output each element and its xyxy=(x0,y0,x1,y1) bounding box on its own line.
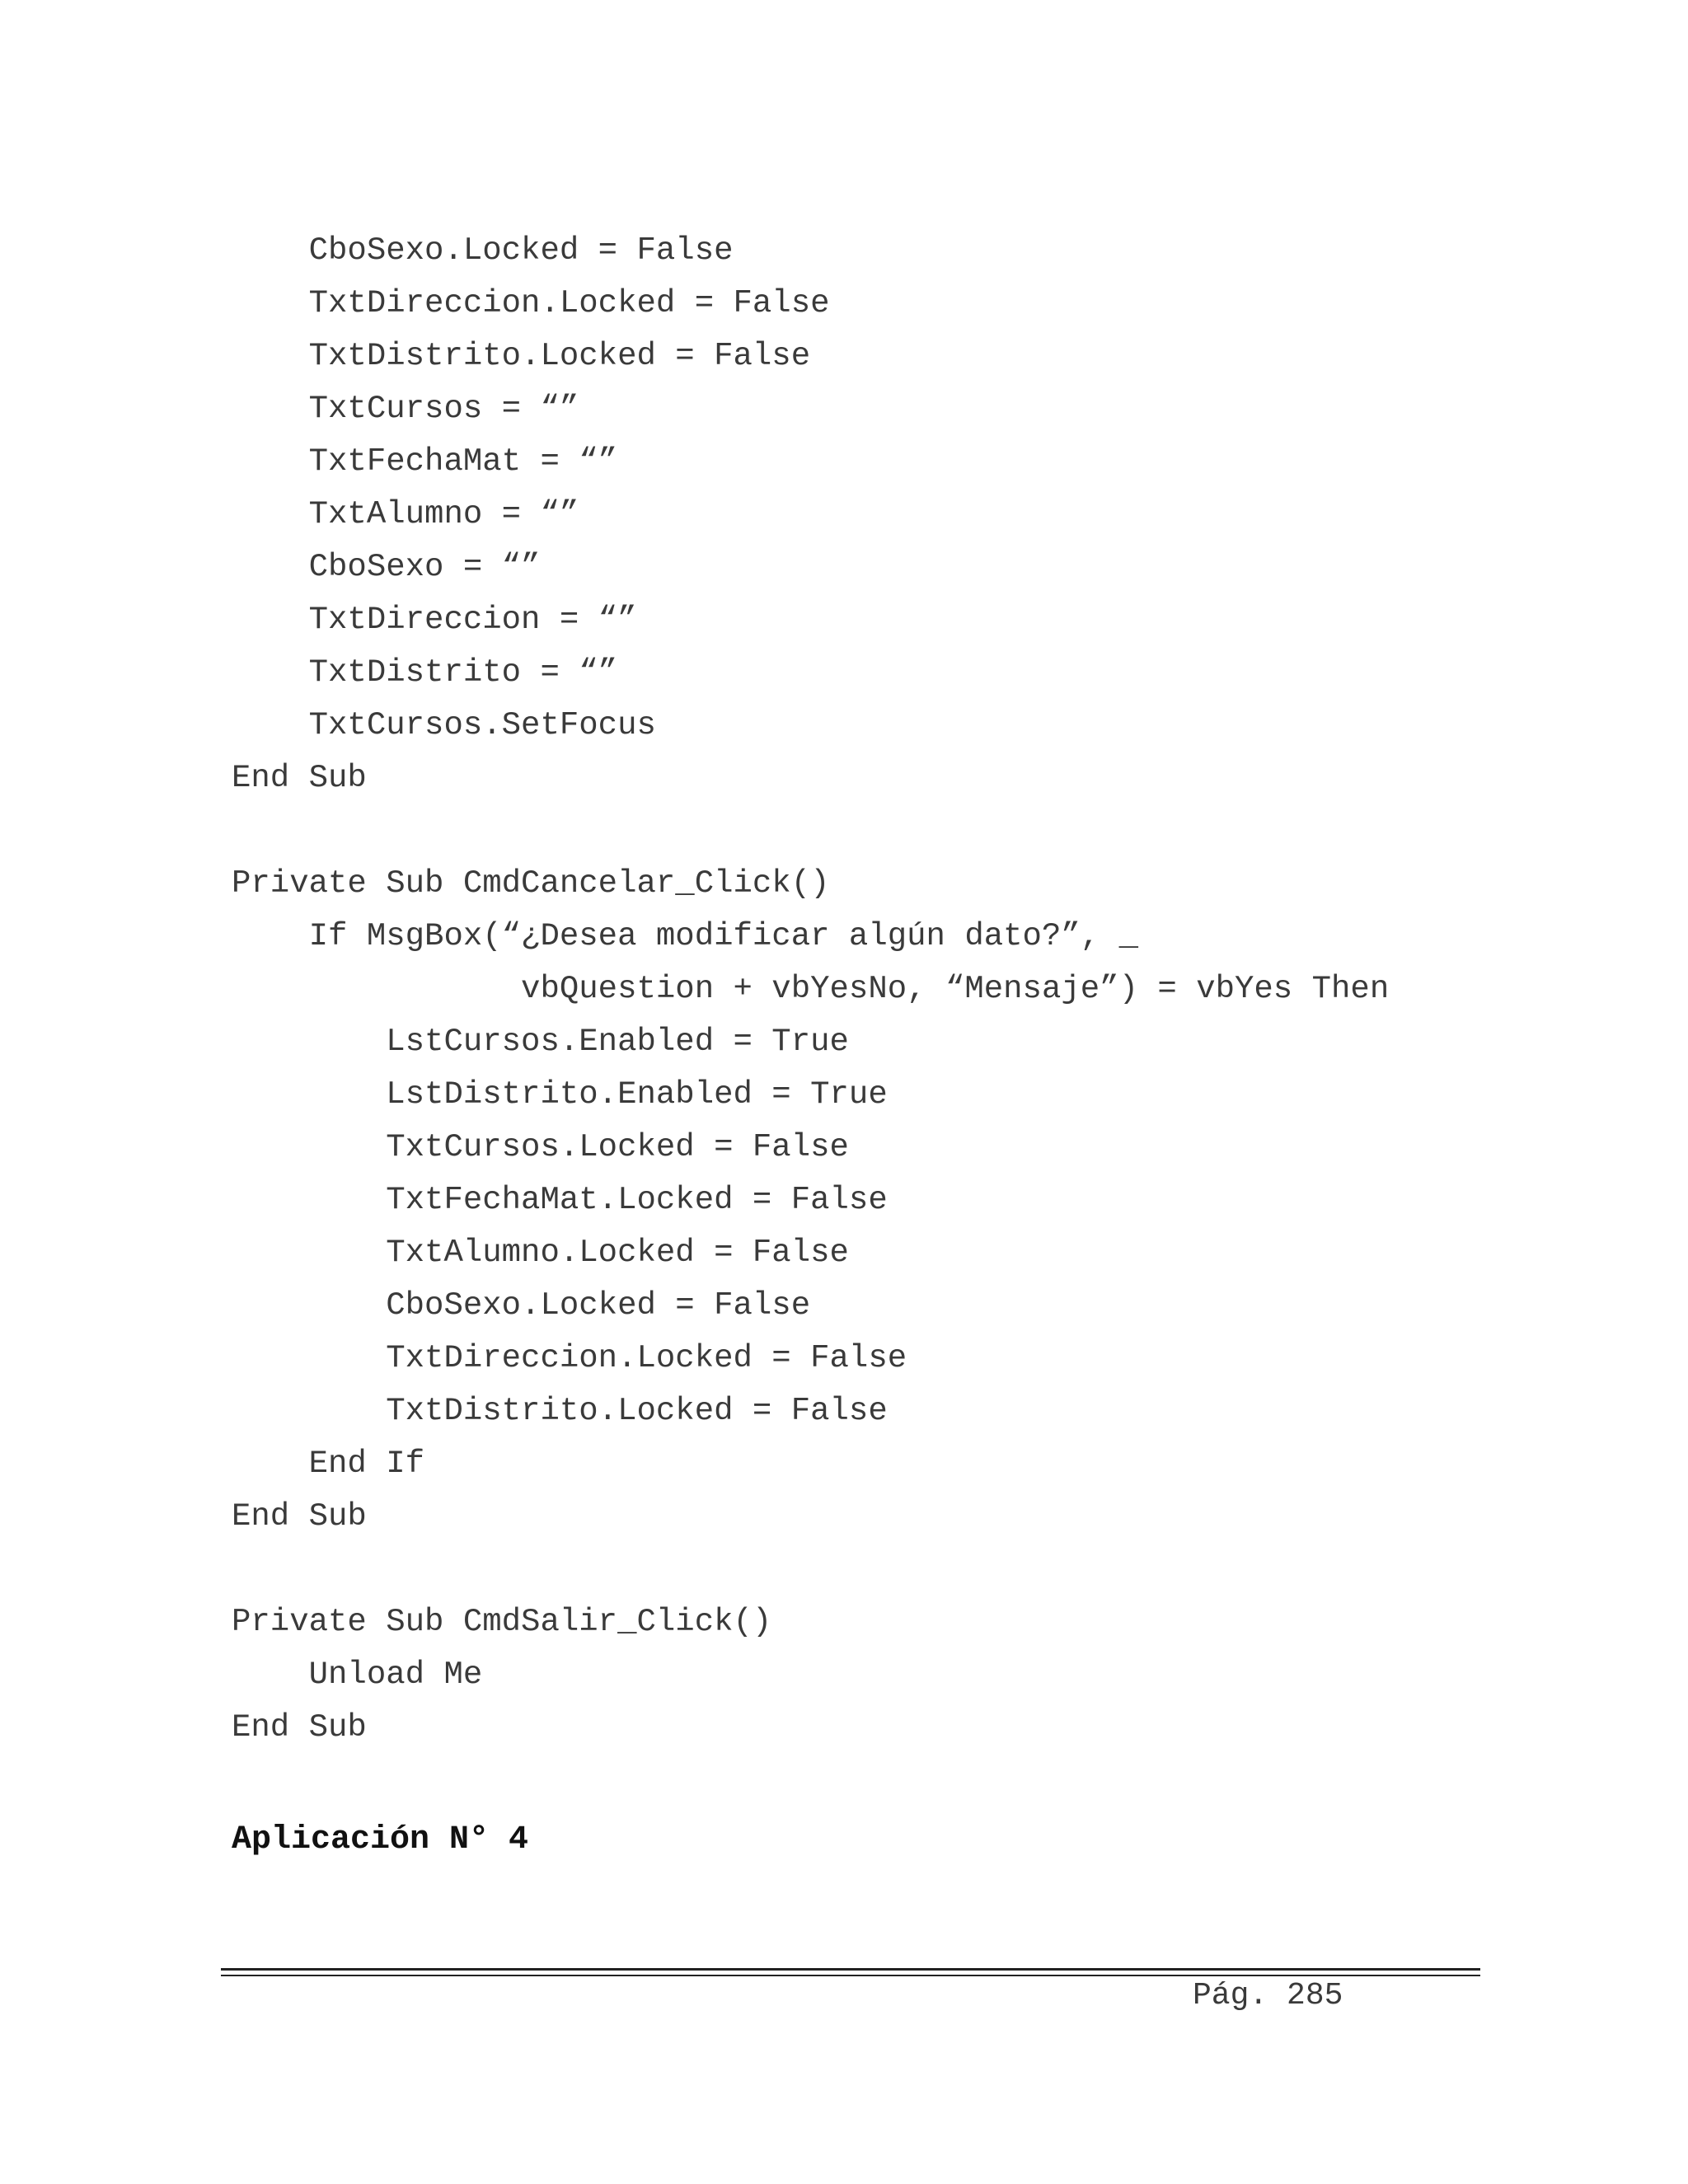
code-line: CboSexo.Locked = False xyxy=(232,232,734,269)
code-line: TxtDistrito.Locked = False xyxy=(232,338,811,374)
code-line: TxtFechaMat = “” xyxy=(232,443,618,480)
code-line: If MsgBox(“¿Desea modificar algún dato?”, _ xyxy=(232,918,1138,954)
code-listing xyxy=(232,224,1517,1754)
code-line: TxtAlumno.Locked = False xyxy=(232,1235,849,1271)
code-line: TxtDistrito.Locked = False xyxy=(232,1393,888,1429)
code-line: LstDistrito.Enabled = True xyxy=(232,1076,888,1113)
code-line: TxtCursos.SetFocus xyxy=(232,707,656,743)
code-line: TxtDistrito = “” xyxy=(232,654,618,691)
code-line: End Sub xyxy=(232,760,367,796)
code-blank-line xyxy=(232,804,1517,857)
code-line: TxtCursos = “” xyxy=(232,391,579,427)
code-line: TxtCursos.Locked = False xyxy=(232,1129,849,1165)
code-line: TxtDireccion.Locked = False xyxy=(232,1340,907,1376)
footer-rule-top xyxy=(221,1968,1480,1971)
code-line: TxtAlumno = “” xyxy=(232,496,579,532)
code-blank-line xyxy=(232,1543,1517,1596)
section-heading: Aplicación N° 4 xyxy=(232,1821,529,1858)
code-line: End If xyxy=(232,1446,425,1482)
code-line: End Sub xyxy=(232,1498,367,1535)
page-number: Pág. 285 xyxy=(1193,1978,1343,2013)
code-line: LstCursos.Enabled = True xyxy=(232,1024,849,1060)
code-line: TxtFechaMat.Locked = False xyxy=(232,1182,888,1218)
code-line: CboSexo = “” xyxy=(232,549,541,585)
code-line: Private Sub CmdSalir_Click() xyxy=(232,1604,772,1640)
code-line: TxtDireccion = “” xyxy=(232,602,637,638)
code-line: Unload Me xyxy=(232,1657,483,1693)
footer-rule-bottom xyxy=(221,1975,1480,1976)
code-line: End Sub xyxy=(232,1709,367,1746)
code-line: Private Sub CmdCancelar_Click() xyxy=(232,865,830,902)
code-line: CboSexo.Locked = False xyxy=(232,1287,811,1324)
code-line: vbQuestion + vbYesNo, “Mensaje”) = vbYes Then xyxy=(232,971,1390,1007)
code-line: TxtDireccion.Locked = False xyxy=(232,285,830,321)
